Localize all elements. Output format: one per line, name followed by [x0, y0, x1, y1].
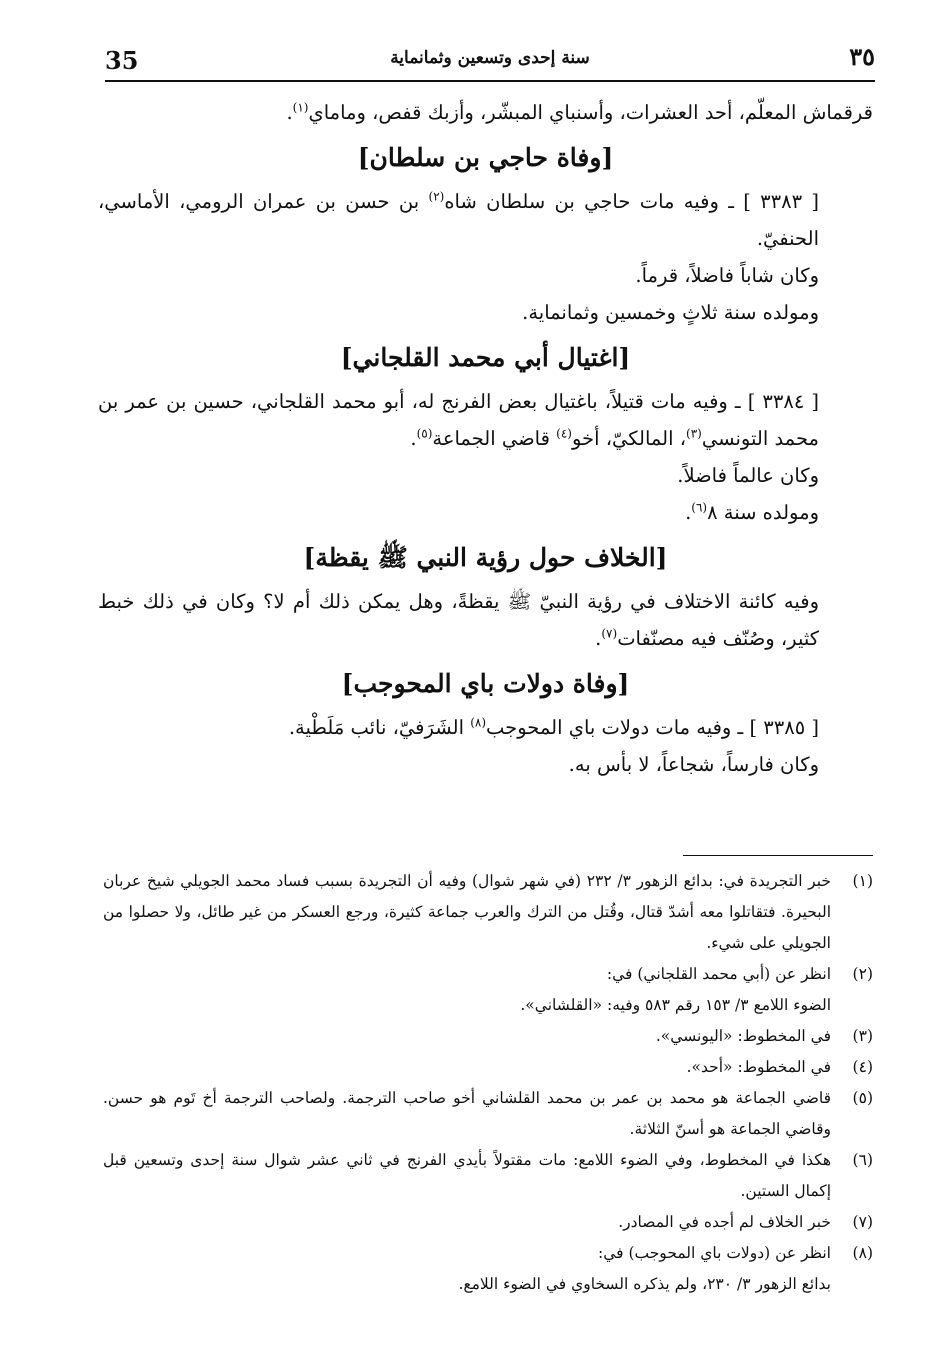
entry-number: [ ٣٣٨٣ ] — [743, 190, 820, 213]
footnote — [103, 1083, 873, 1145]
footnote-ref: (٣) — [686, 426, 702, 441]
footnote — [103, 1238, 873, 1300]
body-text: . — [685, 501, 692, 524]
body-paragraph: وكان عالماً فاضلاً. — [677, 464, 819, 487]
footnote-number: (١) — [852, 872, 873, 890]
entry-paragraph — [98, 383, 873, 457]
footnote-number: (٦) — [852, 1151, 873, 1169]
footnotes — [103, 866, 873, 1300]
footnote-text: بدائع الزهور ٣/ ٢٣٠، ولم يذكره السخاوي في الضوء اللامع. — [458, 1275, 831, 1293]
page-number-latin: 35 — [105, 46, 139, 75]
footnote-text: الضوء اللامع ٣/ ١٥٣ رقم ٥٨٣ وفيه: «القلشاني». — [520, 996, 831, 1014]
footnote-number: (٤) — [852, 1058, 873, 1076]
page-number-arabic: ٣٥ — [849, 42, 875, 71]
section-heading: [اغتيال أبي محمد القلجاني] — [340, 343, 631, 372]
footnote-number: (٥) — [852, 1089, 873, 1107]
footnote — [103, 1207, 873, 1238]
section-heading: [وفاة دولات باي المحوجب] — [341, 669, 630, 698]
footnote — [103, 1145, 873, 1207]
entry-paragraph — [98, 183, 873, 257]
entry-text: ـ وفيه مات قتيلاً، باغتيال بعض الفرنج له، أبو محمد القلجاني، حسين بن عمر بن محمد التونسي — [98, 390, 819, 450]
footnote-ref: (٦) — [691, 500, 708, 515]
body-paragraph: ومولده سنة ثلاثٍ وخمسين وثمانماية. — [522, 301, 819, 324]
footnote-ref: (٧) — [601, 626, 618, 641]
running-title: سنة إحدى وتسعين وثمانماية — [390, 48, 590, 68]
entry-number: [ ٣٣٨٥ ] — [749, 716, 819, 739]
footnote-ref: (٤) — [556, 426, 572, 441]
body-paragraph: وكان فارساً، شجاعاً، لا بأس به. — [568, 753, 819, 776]
footnote-ref: (١) — [292, 100, 309, 115]
body-text: وفيه كائنة الاختلاف في رؤية النبيّ ﷺ يقظةً، وهل يمكن ذلك أم لا؟ وكان في ذلك خبط كثير، وصُنّف فيه مصنّفات — [98, 590, 819, 650]
footnote-ref: (٢) — [428, 189, 445, 204]
body-text: ومولده سنة ٨ — [707, 501, 819, 524]
entry-text: ـ وفيه مات حاجي بن سلطان شاه — [444, 190, 744, 213]
entry-text: ، المالكيّ، أخو — [571, 427, 687, 450]
entry-text: قاضي الجماعة — [432, 427, 557, 450]
footnote-text: انظر عن (دولات باي المحوجب) في: — [597, 1244, 831, 1262]
intro-end: . — [286, 101, 293, 124]
footnote — [103, 866, 873, 959]
section-heading: [الخلاف حول رؤية النبي ﷺ يقظة] — [303, 543, 668, 572]
footnote — [103, 959, 873, 1021]
footnote-separator — [683, 855, 873, 856]
intro-paragraph — [98, 94, 873, 131]
entry-text: . — [410, 427, 417, 450]
body-paragraph — [98, 583, 873, 657]
footnote-text: في المخطوط: «أحد». — [686, 1058, 831, 1076]
page-header — [105, 36, 875, 82]
body-paragraph — [98, 494, 873, 531]
footnote-text: خبر التجريدة في: بدائع الزهور ٣/ ٢٣٢ (في شهر شوال) وفيه أن التجريدة بسبب فساد محمد الجويلي شيخ عربان البحيرة. فتقاتلوا معه أشدّ قتال، وقُتل من الترك والعرب جماعة كثيرة، ورجع العسكر من غير طائل، ولا حصلوا من الجويلي على شيء. — [103, 872, 831, 952]
intro-text: قرقماش المعلّم، أحد العشرات، وأسنباي المبشّر، وأزبك قفص، وماماي — [308, 101, 873, 124]
section-heading: [وفاة حاجي بن سلطان] — [357, 143, 614, 172]
footnote-text: قاضي الجماعة هو محمد بن عمر بن محمد القلشاني أخو صاحب الترجمة. ولصاحب الترجمة أخ تَوم هو حسن. وقاضي الجماعة هو أسنّ الثلاثة. — [103, 1089, 831, 1138]
body-paragraph: وكان شاباً فاضلاً، قرماً. — [635, 264, 819, 287]
entry-text: الشَرَفيّ، نائب مَلَطْية. — [288, 716, 471, 739]
main-text — [98, 94, 873, 783]
entry-text: بن حسن بن عمران الرومي، الأماسي، الحنفيّ. — [98, 190, 819, 250]
footnote — [103, 1052, 873, 1083]
body-text: . — [595, 627, 602, 650]
footnote-number: (٨) — [852, 1244, 873, 1262]
footnote-text: هكذا في المخطوط، وفي الضوء اللامع: مات مقتولاً بأيدي الفرنج في ثاني عشر شوال سنة إحدى وتسعين قبل إكمال الستين. — [103, 1151, 831, 1200]
footnote — [103, 1021, 873, 1052]
entry-number: [ ٣٣٨٤ ] — [747, 390, 820, 413]
entry-text: ـ وفيه مات دولات باي المحوجب — [486, 716, 750, 739]
footnote-text: في المخطوط: «اليونسي». — [655, 1027, 831, 1045]
footnote-number: (٧) — [852, 1213, 873, 1231]
footnote-ref: (٨) — [470, 715, 487, 730]
footnote-number: (٢) — [852, 965, 873, 983]
footnote-text: خبر الخلاف لم أجده في المصادر. — [618, 1213, 831, 1231]
footnote-ref: (٥) — [416, 426, 433, 441]
footnote-number: (٣) — [852, 1027, 873, 1045]
entry-paragraph — [98, 709, 873, 746]
footnote-text: انظر عن (أبي محمد القلجاني) في: — [606, 965, 831, 983]
